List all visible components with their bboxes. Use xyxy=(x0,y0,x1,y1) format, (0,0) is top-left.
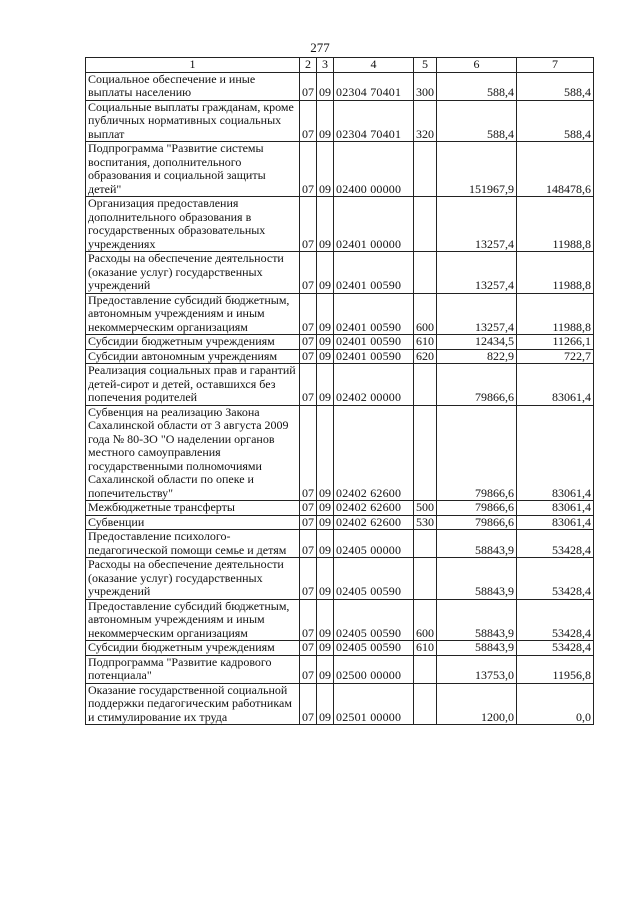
row-target-article: 02400 00000 xyxy=(334,142,414,197)
row-amount-year-1: 79866,6 xyxy=(437,501,517,516)
row-section-code: 07 xyxy=(300,293,317,335)
row-section-code: 07 xyxy=(300,100,317,142)
row-amount-year-2: 11266,1 xyxy=(517,335,594,350)
row-name: Межбюджетные трансферты xyxy=(86,501,300,516)
table-row xyxy=(86,349,594,364)
row-amount-year-1: 588,4 xyxy=(437,100,517,142)
row-amount-year-2: 588,4 xyxy=(517,72,594,100)
table-row xyxy=(86,655,594,683)
table-body xyxy=(86,72,594,725)
row-expense-type xyxy=(414,405,437,501)
column-header-6: 6 xyxy=(437,58,517,73)
row-target-article: 02304 70401 xyxy=(334,72,414,100)
row-subsection-code: 09 xyxy=(317,197,334,252)
table-row xyxy=(86,364,594,406)
row-subsection-code: 09 xyxy=(317,515,334,530)
row-target-article: 02401 00000 xyxy=(334,197,414,252)
row-subsection-code: 09 xyxy=(317,405,334,501)
row-amount-year-2: 83061,4 xyxy=(517,501,594,516)
row-subsection-code: 09 xyxy=(317,364,334,406)
row-target-article: 02500 00000 xyxy=(334,655,414,683)
row-expense-type xyxy=(414,364,437,406)
row-subsection-code: 09 xyxy=(317,641,334,656)
row-target-article: 02304 70401 xyxy=(334,100,414,142)
row-target-article: 02405 00590 xyxy=(334,641,414,656)
row-section-code: 07 xyxy=(300,142,317,197)
row-section-code: 07 xyxy=(300,599,317,641)
row-target-article: 02402 00000 xyxy=(334,364,414,406)
row-section-code: 07 xyxy=(300,405,317,501)
row-expense-type: 500 xyxy=(414,501,437,516)
row-name: Расходы на обеспечение деятельности (оказание услуг) государственных учреждений xyxy=(86,252,300,294)
row-name: Социальные выплаты гражданам, кроме публичных нормативных социальных выплат xyxy=(86,100,300,142)
table-row xyxy=(86,197,594,252)
row-amount-year-1: 58843,9 xyxy=(437,530,517,558)
row-target-article: 02405 00000 xyxy=(334,530,414,558)
row-amount-year-1: 58843,9 xyxy=(437,641,517,656)
row-target-article: 02401 00590 xyxy=(334,293,414,335)
row-expense-type: 300 xyxy=(414,72,437,100)
row-expense-type xyxy=(414,142,437,197)
row-amount-year-2: 53428,4 xyxy=(517,558,594,600)
row-name: Расходы на обеспечение деятельности (оказание услуг) государственных учреждений xyxy=(86,558,300,600)
row-target-article: 02405 00590 xyxy=(334,599,414,641)
row-amount-year-1: 79866,6 xyxy=(437,405,517,501)
row-section-code: 07 xyxy=(300,683,317,725)
row-section-code: 07 xyxy=(300,530,317,558)
row-target-article: 02402 62600 xyxy=(334,405,414,501)
row-amount-year-1: 79866,6 xyxy=(437,364,517,406)
column-header-2: 2 xyxy=(300,58,317,73)
row-amount-year-2: 11988,8 xyxy=(517,197,594,252)
table-row xyxy=(86,335,594,350)
row-expense-type: 320 xyxy=(414,100,437,142)
row-expense-type xyxy=(414,558,437,600)
row-target-article: 02401 00590 xyxy=(334,349,414,364)
row-target-article: 02501 00000 xyxy=(334,683,414,725)
row-target-article: 02402 62600 xyxy=(334,501,414,516)
row-amount-year-2: 83061,4 xyxy=(517,405,594,501)
row-amount-year-1: 13753,0 xyxy=(437,655,517,683)
row-name: Субвенция на реализацию Закона Сахалинской области от 3 августа 2009 года № 80-ЗО "О наделении органов местного самоуправления государственными полномочиями Сахалинской области по опеке и попечительству" xyxy=(86,405,300,501)
row-expense-type: 610 xyxy=(414,641,437,656)
row-amount-year-2: 53428,4 xyxy=(517,641,594,656)
row-section-code: 07 xyxy=(300,197,317,252)
column-header-3: 3 xyxy=(317,58,334,73)
row-amount-year-2: 53428,4 xyxy=(517,599,594,641)
page-number: 277 xyxy=(310,40,330,55)
row-amount-year-2: 0,0 xyxy=(517,683,594,725)
table-row xyxy=(86,293,594,335)
row-target-article: 02402 62600 xyxy=(334,515,414,530)
row-expense-type xyxy=(414,530,437,558)
row-section-code: 07 xyxy=(300,515,317,530)
row-amount-year-1: 13257,4 xyxy=(437,252,517,294)
table-row xyxy=(86,641,594,656)
row-subsection-code: 09 xyxy=(317,349,334,364)
row-section-code: 07 xyxy=(300,72,317,100)
row-name: Субсидии бюджетным учреждениям xyxy=(86,641,300,656)
row-name: Предоставление субсидий бюджетным, автономным учреждениям и иным некоммерческим организациям xyxy=(86,293,300,335)
row-amount-year-2: 53428,4 xyxy=(517,530,594,558)
row-expense-type: 600 xyxy=(414,599,437,641)
row-name: Предоставление субсидий бюджетным, автономным учреждениям и иным некоммерческим организациям xyxy=(86,599,300,641)
table-row xyxy=(86,142,594,197)
table-row xyxy=(86,558,594,600)
table-row xyxy=(86,683,594,725)
row-subsection-code: 09 xyxy=(317,293,334,335)
row-section-code: 07 xyxy=(300,501,317,516)
row-amount-year-1: 58843,9 xyxy=(437,599,517,641)
column-header-5: 5 xyxy=(414,58,437,73)
table-row xyxy=(86,599,594,641)
table-row xyxy=(86,100,594,142)
row-amount-year-1: 1200,0 xyxy=(437,683,517,725)
row-expense-type xyxy=(414,683,437,725)
row-target-article: 02401 00590 xyxy=(334,335,414,350)
row-subsection-code: 09 xyxy=(317,72,334,100)
header-row xyxy=(86,58,594,73)
row-amount-year-1: 151967,9 xyxy=(437,142,517,197)
row-expense-type xyxy=(414,252,437,294)
row-subsection-code: 09 xyxy=(317,655,334,683)
row-amount-year-2: 11988,8 xyxy=(517,252,594,294)
row-section-code: 07 xyxy=(300,252,317,294)
row-subsection-code: 09 xyxy=(317,599,334,641)
row-expense-type: 600 xyxy=(414,293,437,335)
table-row xyxy=(86,530,594,558)
row-amount-year-1: 13257,4 xyxy=(437,197,517,252)
row-amount-year-1: 822,9 xyxy=(437,349,517,364)
row-name: Субсидии бюджетным учреждениям xyxy=(86,335,300,350)
row-name: Социальное обеспечение и иные выплаты населению xyxy=(86,72,300,100)
row-name: Предоставление психолого-педагогической помощи семье и детям xyxy=(86,530,300,558)
column-header-1: 1 xyxy=(86,58,300,73)
row-subsection-code: 09 xyxy=(317,501,334,516)
row-amount-year-1: 588,4 xyxy=(437,72,517,100)
row-subsection-code: 09 xyxy=(317,252,334,294)
row-amount-year-2: 148478,6 xyxy=(517,142,594,197)
row-amount-year-2: 83061,4 xyxy=(517,364,594,406)
row-amount-year-1: 58843,9 xyxy=(437,558,517,600)
table-row xyxy=(86,501,594,516)
row-section-code: 07 xyxy=(300,558,317,600)
row-amount-year-1: 79866,6 xyxy=(437,515,517,530)
row-expense-type xyxy=(414,197,437,252)
row-section-code: 07 xyxy=(300,335,317,350)
row-amount-year-2: 83061,4 xyxy=(517,515,594,530)
row-name: Подпрограмма "Развитие системы воспитания, дополнительного образования и социальной защиты детей" xyxy=(86,142,300,197)
table-row xyxy=(86,72,594,100)
row-name: Субсидии автономным учреждениям xyxy=(86,349,300,364)
budget-table xyxy=(85,57,594,725)
table-row xyxy=(86,252,594,294)
row-expense-type: 610 xyxy=(414,335,437,350)
row-name: Субвенции xyxy=(86,515,300,530)
row-section-code: 07 xyxy=(300,349,317,364)
table-row xyxy=(86,515,594,530)
row-expense-type xyxy=(414,655,437,683)
row-expense-type: 530 xyxy=(414,515,437,530)
row-section-code: 07 xyxy=(300,655,317,683)
row-amount-year-1: 12434,5 xyxy=(437,335,517,350)
row-section-code: 07 xyxy=(300,364,317,406)
row-subsection-code: 09 xyxy=(317,142,334,197)
row-amount-year-2: 11956,8 xyxy=(517,655,594,683)
column-header-7: 7 xyxy=(517,58,594,73)
row-subsection-code: 09 xyxy=(317,530,334,558)
row-amount-year-2: 11988,8 xyxy=(517,293,594,335)
row-name: Оказание государственной социальной поддержки педагогическим работникам и стимулирование их труда xyxy=(86,683,300,725)
row-subsection-code: 09 xyxy=(317,558,334,600)
row-name: Организация предоставления дополнительного образования в государственных образовательных учреждениях xyxy=(86,197,300,252)
row-target-article: 02401 00590 xyxy=(334,252,414,294)
row-subsection-code: 09 xyxy=(317,683,334,725)
row-amount-year-2: 722,7 xyxy=(517,349,594,364)
row-target-article: 02405 00590 xyxy=(334,558,414,600)
row-amount-year-1: 13257,4 xyxy=(437,293,517,335)
column-header-4: 4 xyxy=(334,58,414,73)
row-expense-type: 620 xyxy=(414,349,437,364)
row-subsection-code: 09 xyxy=(317,335,334,350)
row-section-code: 07 xyxy=(300,641,317,656)
table-row xyxy=(86,405,594,501)
row-subsection-code: 09 xyxy=(317,100,334,142)
row-amount-year-2: 588,4 xyxy=(517,100,594,142)
row-name: Подпрограмма "Развитие кадрового потенциала" xyxy=(86,655,300,683)
row-name: Реализация социальных прав и гарантий детей-сирот и детей, оставшихся без попечения родителей xyxy=(86,364,300,406)
